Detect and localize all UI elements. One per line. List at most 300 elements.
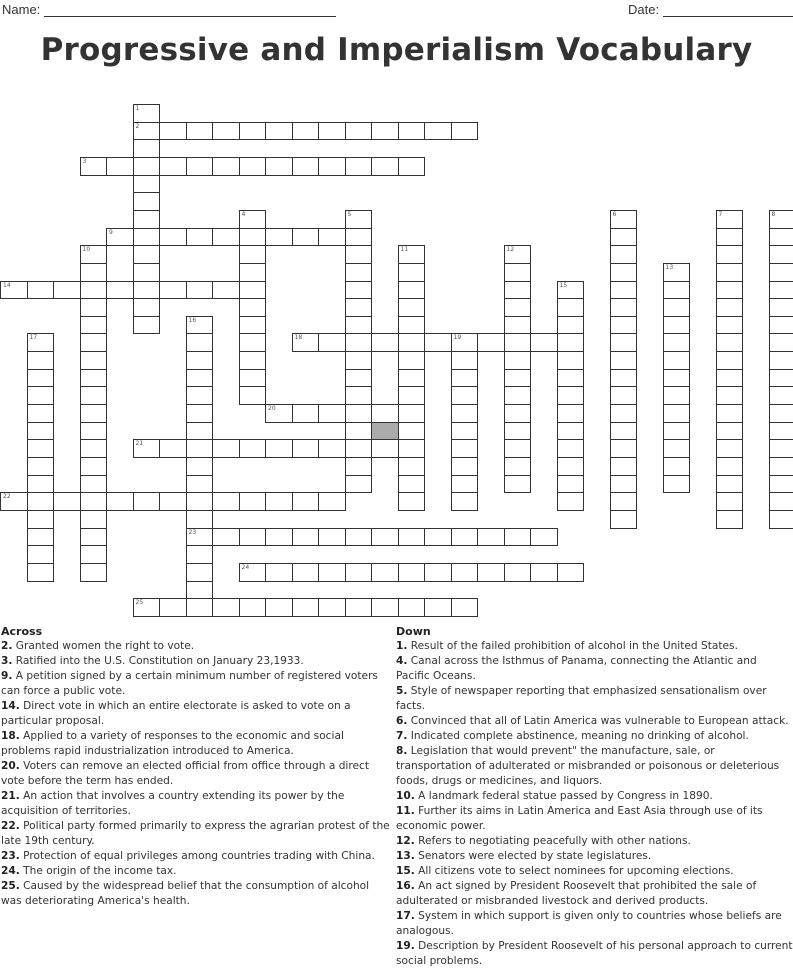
grid-cell[interactable] — [318, 492, 346, 511]
grid-cell[interactable] — [265, 157, 293, 176]
grid-cell[interactable] — [133, 104, 161, 123]
grid-cell[interactable] — [27, 545, 55, 564]
grid-cell[interactable] — [345, 281, 373, 300]
grid-cell[interactable] — [27, 492, 55, 511]
grid-cell[interactable] — [769, 492, 793, 511]
grid-cell[interactable] — [80, 157, 108, 176]
grid-cell[interactable] — [557, 333, 585, 352]
grid-cell[interactable] — [318, 598, 346, 617]
grid-cell[interactable] — [265, 563, 293, 582]
grid-cell[interactable] — [186, 281, 214, 300]
grid-cell[interactable] — [133, 157, 161, 176]
date-field[interactable] — [628, 2, 793, 17]
grid-cell[interactable] — [398, 404, 426, 423]
grid-cell[interactable] — [424, 333, 452, 352]
grid-cell[interactable] — [398, 298, 426, 317]
grid-cell[interactable] — [557, 386, 585, 405]
grid-cell[interactable] — [504, 386, 532, 405]
grid-cell[interactable] — [159, 281, 187, 300]
grid-cell[interactable] — [769, 210, 793, 229]
grid-cell[interactable] — [27, 475, 55, 494]
grid-cell[interactable] — [27, 439, 55, 458]
grid-cell[interactable] — [504, 245, 532, 264]
grid-cell[interactable] — [133, 439, 161, 458]
grid-cell[interactable] — [345, 475, 373, 494]
grid-cell[interactable] — [239, 245, 267, 264]
grid-cell[interactable] — [610, 228, 638, 247]
grid-cell[interactable] — [265, 439, 293, 458]
grid-cell[interactable] — [292, 528, 320, 547]
grid-cell[interactable] — [27, 528, 55, 547]
grid-cell[interactable] — [398, 263, 426, 282]
grid-cell[interactable] — [610, 439, 638, 458]
grid-cell[interactable] — [477, 563, 505, 582]
grid-cell[interactable] — [610, 298, 638, 317]
grid-cell[interactable] — [239, 122, 267, 141]
grid-cell[interactable] — [769, 475, 793, 494]
grid-cell[interactable] — [212, 228, 240, 247]
grid-cell[interactable] — [212, 439, 240, 458]
grid-cell[interactable] — [557, 439, 585, 458]
grid-cell[interactable] — [371, 122, 399, 141]
grid-cell[interactable] — [557, 475, 585, 494]
grid-cell[interactable] — [345, 351, 373, 370]
grid-cell[interactable] — [186, 598, 214, 617]
grid-cell[interactable] — [159, 228, 187, 247]
grid-cell[interactable] — [769, 510, 793, 529]
grid-cell[interactable] — [398, 475, 426, 494]
grid-cell[interactable] — [318, 528, 346, 547]
grid-cell[interactable] — [133, 298, 161, 317]
grid-cell[interactable] — [318, 122, 346, 141]
grid-cell[interactable] — [504, 316, 532, 335]
grid-cell[interactable] — [186, 457, 214, 476]
grid-cell[interactable] — [80, 351, 108, 370]
grid-cell[interactable] — [186, 545, 214, 564]
grid-cell[interactable] — [451, 439, 479, 458]
grid-cell[interactable] — [451, 598, 479, 617]
grid-cell[interactable] — [27, 281, 55, 300]
grid-cell[interactable] — [133, 210, 161, 229]
grid-cell[interactable] — [292, 228, 320, 247]
grid-cell[interactable] — [265, 598, 293, 617]
grid-cell[interactable] — [239, 439, 267, 458]
name-line[interactable] — [44, 5, 336, 17]
grid-cell[interactable] — [186, 404, 214, 423]
grid-cell[interactable] — [106, 157, 134, 176]
grid-cell[interactable] — [451, 475, 479, 494]
grid-cell[interactable] — [398, 351, 426, 370]
grid-cell[interactable] — [186, 528, 214, 547]
grid-cell[interactable] — [186, 581, 214, 600]
grid-cell[interactable] — [451, 563, 479, 582]
grid-cell[interactable] — [398, 598, 426, 617]
grid-cell[interactable] — [80, 369, 108, 388]
grid-cell[interactable] — [716, 298, 744, 317]
grid-cell[interactable] — [398, 439, 426, 458]
grid-cell[interactable] — [27, 386, 55, 405]
grid-cell[interactable] — [265, 528, 293, 547]
grid-cell[interactable] — [186, 563, 214, 582]
grid-cell[interactable] — [398, 492, 426, 511]
grid-cell[interactable] — [504, 263, 532, 282]
grid-cell[interactable] — [345, 245, 373, 264]
grid-cell[interactable] — [716, 386, 744, 405]
grid-cell[interactable] — [0, 281, 28, 300]
grid-cell[interactable] — [371, 333, 399, 352]
grid-cell[interactable] — [27, 422, 55, 441]
grid-cell[interactable] — [186, 492, 214, 511]
grid-cell[interactable] — [292, 439, 320, 458]
grid-cell[interactable] — [663, 369, 691, 388]
grid-cell[interactable] — [451, 404, 479, 423]
grid-cell[interactable] — [716, 475, 744, 494]
grid-cell[interactable] — [292, 492, 320, 511]
grid-cell[interactable] — [610, 351, 638, 370]
grid-cell[interactable] — [186, 316, 214, 335]
grid-cell[interactable] — [504, 475, 532, 494]
grid-cell[interactable] — [530, 333, 558, 352]
grid-cell[interactable] — [80, 298, 108, 317]
grid-cell[interactable] — [557, 281, 585, 300]
grid-cell[interactable] — [663, 316, 691, 335]
grid-cell[interactable] — [292, 157, 320, 176]
grid-cell[interactable] — [769, 298, 793, 317]
grid-cell[interactable] — [292, 598, 320, 617]
grid-cell[interactable] — [398, 245, 426, 264]
grid-cell[interactable] — [530, 563, 558, 582]
grid-cell[interactable] — [769, 422, 793, 441]
grid-cell[interactable] — [265, 404, 293, 423]
grid-cell[interactable] — [80, 386, 108, 405]
grid-cell[interactable] — [769, 351, 793, 370]
grid-cell[interactable] — [769, 245, 793, 264]
grid-cell[interactable] — [106, 281, 134, 300]
grid-cell[interactable] — [239, 263, 267, 282]
grid-cell[interactable] — [212, 492, 240, 511]
grid-cell[interactable] — [80, 439, 108, 458]
grid-cell[interactable] — [398, 563, 426, 582]
grid-cell[interactable] — [663, 439, 691, 458]
grid-cell[interactable] — [345, 369, 373, 388]
grid-cell[interactable] — [716, 510, 744, 529]
grid-cell[interactable] — [186, 475, 214, 494]
grid-cell[interactable] — [504, 439, 532, 458]
grid-cell[interactable] — [504, 351, 532, 370]
grid-cell[interactable] — [557, 563, 585, 582]
grid-cell[interactable] — [318, 228, 346, 247]
grid-cell[interactable] — [557, 457, 585, 476]
grid-cell[interactable] — [371, 563, 399, 582]
grid-cell[interactable] — [345, 122, 373, 141]
grid-cell[interactable] — [345, 228, 373, 247]
grid-cell[interactable] — [318, 157, 346, 176]
grid-cell[interactable] — [186, 228, 214, 247]
grid-cell[interactable] — [239, 316, 267, 335]
grid-cell[interactable] — [557, 492, 585, 511]
grid-cell[interactable] — [53, 281, 81, 300]
grid-cell[interactable] — [80, 333, 108, 352]
grid-cell[interactable] — [451, 122, 479, 141]
grid-cell[interactable] — [769, 439, 793, 458]
grid-cell[interactable] — [80, 457, 108, 476]
grid-cell[interactable] — [451, 351, 479, 370]
grid-cell[interactable] — [769, 386, 793, 405]
grid-cell[interactable] — [212, 528, 240, 547]
grid-cell[interactable] — [398, 369, 426, 388]
grid-cell[interactable] — [345, 157, 373, 176]
grid-cell[interactable] — [186, 351, 214, 370]
grid-cell[interactable] — [663, 281, 691, 300]
grid-cell[interactable] — [716, 210, 744, 229]
grid-cell[interactable] — [398, 316, 426, 335]
grid-cell[interactable] — [345, 210, 373, 229]
grid-cell[interactable] — [239, 492, 267, 511]
grid-cell[interactable] — [239, 157, 267, 176]
grid-cell[interactable] — [212, 598, 240, 617]
grid-cell[interactable] — [424, 528, 452, 547]
grid-cell[interactable] — [504, 457, 532, 476]
grid-cell[interactable] — [212, 281, 240, 300]
grid-cell[interactable] — [318, 563, 346, 582]
grid-cell[interactable] — [610, 404, 638, 423]
grid-cell[interactable] — [557, 316, 585, 335]
grid-cell[interactable] — [716, 263, 744, 282]
grid-cell[interactable] — [610, 245, 638, 264]
grid-cell[interactable] — [80, 404, 108, 423]
grid-cell[interactable] — [80, 545, 108, 564]
grid-cell[interactable] — [239, 563, 267, 582]
grid-cell[interactable] — [239, 369, 267, 388]
grid-cell[interactable] — [186, 157, 214, 176]
grid-cell[interactable] — [80, 528, 108, 547]
grid-cell[interactable] — [451, 528, 479, 547]
grid-cell[interactable] — [371, 528, 399, 547]
grid-cell[interactable] — [451, 386, 479, 405]
grid-cell[interactable] — [345, 528, 373, 547]
grid-cell[interactable] — [292, 563, 320, 582]
grid-cell[interactable] — [27, 510, 55, 529]
grid-cell[interactable] — [239, 528, 267, 547]
grid-cell[interactable] — [345, 404, 373, 423]
grid-cell[interactable] — [716, 492, 744, 511]
grid-cell[interactable] — [451, 422, 479, 441]
grid-cell[interactable] — [318, 439, 346, 458]
grid-cell[interactable] — [345, 333, 373, 352]
grid-cell[interactable] — [292, 333, 320, 352]
grid-cell[interactable] — [265, 228, 293, 247]
grid-cell[interactable] — [371, 439, 399, 458]
grid-cell[interactable] — [53, 492, 81, 511]
grid-cell[interactable] — [106, 228, 134, 247]
grid-cell[interactable] — [371, 598, 399, 617]
grid-cell[interactable] — [504, 563, 532, 582]
grid-cell[interactable] — [212, 157, 240, 176]
grid-cell[interactable] — [345, 563, 373, 582]
grid-cell[interactable] — [133, 316, 161, 335]
grid-cell[interactable] — [610, 263, 638, 282]
grid-cell[interactable] — [80, 563, 108, 582]
grid-cell[interactable] — [239, 228, 267, 247]
grid-cell[interactable] — [769, 404, 793, 423]
grid-cell[interactable] — [610, 510, 638, 529]
grid-cell[interactable] — [371, 404, 399, 423]
grid-cell[interactable] — [504, 422, 532, 441]
grid-cell[interactable] — [80, 475, 108, 494]
grid-cell[interactable] — [159, 122, 187, 141]
grid-cell[interactable] — [504, 404, 532, 423]
grid-cell[interactable] — [345, 316, 373, 335]
grid-cell[interactable] — [80, 263, 108, 282]
date-line[interactable] — [663, 5, 793, 17]
grid-cell[interactable] — [345, 298, 373, 317]
grid-cell[interactable] — [451, 492, 479, 511]
grid-cell[interactable] — [133, 263, 161, 282]
grid-cell[interactable] — [345, 386, 373, 405]
grid-cell[interactable] — [769, 228, 793, 247]
grid-cell[interactable] — [663, 298, 691, 317]
grid-cell[interactable] — [610, 492, 638, 511]
grid-cell[interactable] — [398, 281, 426, 300]
grid-cell[interactable] — [716, 422, 744, 441]
grid-cell[interactable] — [557, 351, 585, 370]
grid-cell[interactable] — [80, 245, 108, 264]
grid-cell[interactable] — [451, 369, 479, 388]
grid-cell[interactable] — [106, 492, 134, 511]
grid-cell[interactable] — [345, 439, 373, 458]
grid-cell[interactable] — [716, 281, 744, 300]
grid-cell[interactable] — [424, 563, 452, 582]
grid-cell[interactable] — [239, 598, 267, 617]
grid-cell[interactable] — [716, 245, 744, 264]
grid-cell[interactable] — [27, 351, 55, 370]
grid-cell[interactable] — [769, 281, 793, 300]
grid-cell[interactable] — [239, 333, 267, 352]
name-field[interactable] — [2, 2, 336, 17]
grid-cell[interactable] — [0, 492, 28, 511]
grid-cell[interactable] — [80, 510, 108, 529]
grid-cell[interactable] — [265, 122, 293, 141]
grid-cell[interactable] — [663, 351, 691, 370]
grid-cell[interactable] — [451, 333, 479, 352]
grid-cell[interactable] — [239, 386, 267, 405]
grid-cell[interactable] — [769, 316, 793, 335]
grid-cell[interactable] — [424, 122, 452, 141]
grid-cell[interactable] — [398, 157, 426, 176]
grid-cell[interactable] — [186, 439, 214, 458]
grid-cell[interactable] — [504, 281, 532, 300]
grid-cell[interactable] — [27, 369, 55, 388]
grid-cell[interactable] — [610, 386, 638, 405]
grid-cell[interactable] — [557, 422, 585, 441]
grid-cell[interactable] — [530, 528, 558, 547]
grid-cell[interactable] — [265, 492, 293, 511]
grid-cell[interactable] — [398, 457, 426, 476]
grid-cell[interactable] — [716, 439, 744, 458]
grid-cell[interactable] — [716, 369, 744, 388]
grid-cell[interactable] — [345, 263, 373, 282]
grid-cell[interactable] — [80, 492, 108, 511]
grid-cell[interactable] — [610, 333, 638, 352]
grid-cell[interactable] — [557, 298, 585, 317]
grid-cell[interactable] — [318, 333, 346, 352]
grid-cell[interactable] — [504, 528, 532, 547]
grid-cell[interactable] — [504, 298, 532, 317]
grid-cell[interactable] — [186, 510, 214, 529]
grid-cell[interactable] — [610, 457, 638, 476]
grid-cell[interactable] — [133, 228, 161, 247]
grid-cell[interactable] — [557, 404, 585, 423]
grid-cell[interactable] — [159, 598, 187, 617]
grid-cell[interactable] — [239, 298, 267, 317]
grid-cell[interactable] — [663, 333, 691, 352]
grid-cell[interactable] — [610, 369, 638, 388]
grid-cell[interactable] — [186, 422, 214, 441]
grid-cell[interactable] — [318, 404, 346, 423]
grid-cell[interactable] — [345, 598, 373, 617]
grid-cell[interactable] — [716, 228, 744, 247]
grid-cell[interactable] — [663, 457, 691, 476]
grid-cell[interactable] — [610, 281, 638, 300]
grid-cell[interactable] — [345, 422, 373, 441]
grid-cell[interactable] — [663, 386, 691, 405]
grid-cell[interactable] — [769, 263, 793, 282]
grid-cell[interactable] — [424, 598, 452, 617]
grid-cell[interactable] — [398, 422, 426, 441]
grid-cell[interactable] — [133, 139, 161, 158]
grid-cell[interactable] — [504, 333, 532, 352]
grid-cell[interactable] — [716, 333, 744, 352]
grid-cell[interactable] — [186, 122, 214, 141]
grid-cell[interactable] — [239, 281, 267, 300]
grid-cell[interactable] — [398, 386, 426, 405]
grid-cell[interactable] — [610, 316, 638, 335]
grid-cell[interactable] — [133, 175, 161, 194]
grid-cell[interactable] — [398, 528, 426, 547]
grid-cell[interactable] — [159, 157, 187, 176]
grid-cell[interactable] — [80, 281, 108, 300]
grid-cell[interactable] — [769, 369, 793, 388]
grid-cell[interactable] — [186, 333, 214, 352]
grid-cell[interactable] — [27, 457, 55, 476]
grid-cell[interactable] — [133, 122, 161, 141]
grid-cell[interactable] — [504, 369, 532, 388]
grid-cell[interactable] — [27, 563, 55, 582]
grid-cell[interactable] — [716, 351, 744, 370]
grid-cell[interactable] — [371, 157, 399, 176]
grid-cell[interactable] — [292, 404, 320, 423]
grid-cell[interactable] — [133, 245, 161, 264]
grid-cell[interactable] — [557, 369, 585, 388]
grid-cell[interactable] — [345, 457, 373, 476]
grid-cell[interactable] — [239, 210, 267, 229]
grid-cell[interactable] — [716, 316, 744, 335]
grid-cell[interactable] — [27, 404, 55, 423]
grid-cell[interactable] — [716, 457, 744, 476]
grid-cell[interactable] — [80, 316, 108, 335]
grid-cell[interactable] — [663, 404, 691, 423]
grid-cell[interactable] — [769, 333, 793, 352]
grid-cell[interactable] — [292, 122, 320, 141]
grid-cell[interactable] — [159, 492, 187, 511]
grid-cell[interactable] — [159, 439, 187, 458]
grid-cell[interactable] — [133, 598, 161, 617]
grid-cell[interactable] — [451, 457, 479, 476]
grid-cell[interactable] — [239, 351, 267, 370]
grid-cell[interactable] — [27, 333, 55, 352]
grid-cell[interactable] — [477, 528, 505, 547]
grid-cell[interactable] — [398, 122, 426, 141]
